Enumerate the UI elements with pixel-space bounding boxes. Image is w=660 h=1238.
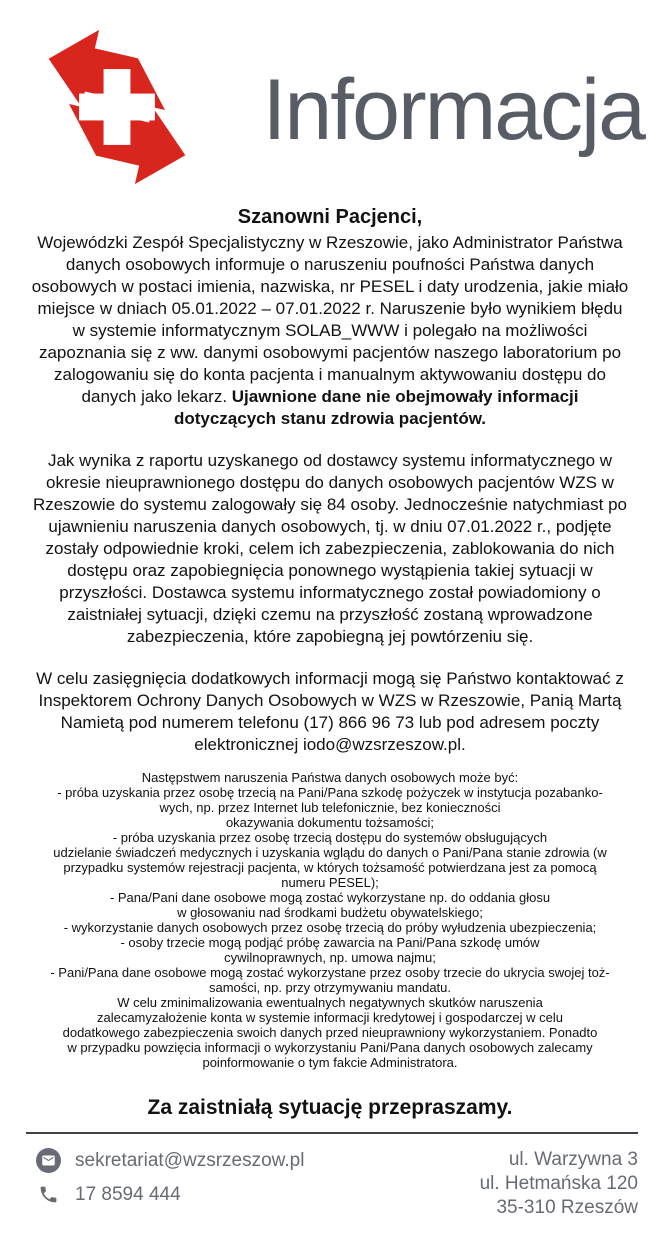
consequences-list: [30, 770, 630, 1070]
page-title: Informacja: [262, 62, 644, 158]
medical-swap-arrows-logo: [34, 28, 200, 186]
text-line: Następstwem naruszenia Państwa danych osobowych może być:: [141, 770, 519, 785]
breach-description-text: Wojewódzki Zespół Specjalistyczny w Rzeszowie, jako Administrator Państwa danych osobowych informuje o naruszeniu poufności Państwa danych osobowych w postaci imienia, nazwiska, nr PESEL i daty urodzenia, jakie miało miejsce w dniach 05.01.2022 – 07.01.2022 r. Naruszenie było wynikiem błędu w systemie informatycznym SOLAB_WWW i polegało na możliwości zapoznania się z ww. danymi osobowymi pacjentów naszego laboratorium po zalogowaniu się do konta pacjenta i manualnym aktywowaniu dostępu do danych jako lekarz.: [31, 233, 629, 406]
text-line: numeru PESEL);: [281, 875, 379, 890]
contact-column: [26, 1148, 304, 1216]
phone-icon: [36, 1182, 61, 1207]
text-line: 35-310 Rzeszów: [496, 1197, 638, 1218]
notice-body: [0, 190, 660, 1120]
email-address: sekretariat@wzsrzeszow.pl: [75, 1149, 305, 1171]
address-block: [480, 1148, 638, 1220]
contact-paragraph: W celu zasięgnięcia dodatkowych informacji mogą się Państwo kontaktować z Inspektorem Ochrony Danych Osobowych w WZS w Rzeszowie, Panią Martą Namietą pod numerem telefonu (17) 866 96 73 lub pod adresem poczty elektronicznej iodo@wzsrzeszow.pl.: [36, 669, 624, 754]
text-line: ul. Warzywna 3: [508, 1149, 638, 1170]
text-line: okazywania dokumentu tożsamości;: [225, 815, 435, 830]
text-line: wych, np. przez Internet lub telefonicznie, bez konieczności: [159, 800, 501, 815]
text-line: przypadku systemów rejestracji pacjenta, w których tożsamość potwierdzana jest za pomocą: [63, 860, 597, 875]
text-line: W celu zminimalizowania ewentualnych negatywnych skutków naruszenia: [117, 995, 543, 1010]
text-line: - osoby trzecie mogą podjąć próbę zawarcia na Pani/Pana szkodę umów: [120, 935, 540, 950]
salutation: Szanowni Pacjenci,: [237, 206, 423, 228]
text-line: samości, np. przy otrzymywaniu mandatu.: [208, 980, 452, 995]
breach-description-paragraph: [30, 232, 630, 430]
text-line: - próba uzyskania przez osobę trzecią na Pani/Pana szkodę pożyczek w instytucja pozabanko-: [57, 785, 603, 800]
text-line: w głosowaniu nad środkami budżetu obywatelskiego;: [177, 905, 483, 920]
report-paragraph: Jak wynika z raportu uzyskanego od dostawcy systemu informatycznego w okresie nieuprawnionego dostępu do danych osobowych pacjentów WZS w Rzeszowie do systemu zalogowały się 84 osoby. Jednocześnie natychmiast po ujawnieniu naruszenia danych osobowych, tj. w dniu 07.01.2022 r., podjęte zostały odpowiednie kroki, celem ich zabezpieczenia, zablokowania do nich dostępu oraz zapobiegnięcia ponownego wystąpienia takiej sytuacji w przyszłości. Dostawca systemu informatycznego został powiadomiony o zaistniałej sytuacji, dzięki czemu na przyszłość zostaną wprowadzone zabezpieczenia, które zapobiegną jej powtórzeniu się.: [32, 451, 628, 646]
text-line: udzielanie świadczeń medycznych i uzyskania wglądu do danych o Pani/Pana stanie zdrowia (w: [53, 845, 607, 860]
apology-statement: Za zaistniałą sytuację przepraszamy.: [147, 1096, 513, 1119]
breach-bold-statement: Ujawnione dane nie obejmowały informacji dotyczących stanu zdrowia pacjentów.: [173, 387, 579, 428]
email-icon: [36, 1148, 61, 1173]
text-line: zalecamyzałożenie konta w systemie informacji kredytowej i gospodarczej w celu: [96, 1010, 564, 1025]
text-line: - wykorzystanie danych osobowych przez osobę trzecią do próby wyłudzenia ubezpieczenia;: [63, 920, 597, 935]
phone-row: [36, 1182, 304, 1207]
text-line: - próba uzyskania przez osobę trzecią dostępu do systemów obsługujących: [112, 830, 548, 845]
text-line: - Pana/Pani dane osobowe mogą zostać wykorzystane np. do oddania głosu: [109, 890, 551, 905]
text-line: cywilnoprawnych, np. umowa najmu;: [224, 950, 436, 965]
header: [0, 0, 660, 190]
email-row: [36, 1148, 304, 1173]
footer-divider: [26, 1132, 638, 1134]
text-line: dodatkowego zabezpieczenia swoich danych przed nieuprawniony wykorzystaniem. Ponadto: [62, 1025, 598, 1040]
text-line: w przypadku powzięcia informacji o wykorzystaniu Pani/Pana danych osobowych zalecamy: [67, 1040, 593, 1055]
footer: [26, 1132, 638, 1220]
phone-number: 17 8594 444: [75, 1183, 181, 1205]
text-line: - Pani/Pana dane osobowe mogą zostać wykorzystane przez osoby trzecie do ukrycia swojej toż-: [50, 965, 610, 980]
text-line: ul. Hetmańska 120: [479, 1173, 638, 1194]
text-line: poinformowanie o tym fakcie Administratora.: [202, 1055, 458, 1070]
